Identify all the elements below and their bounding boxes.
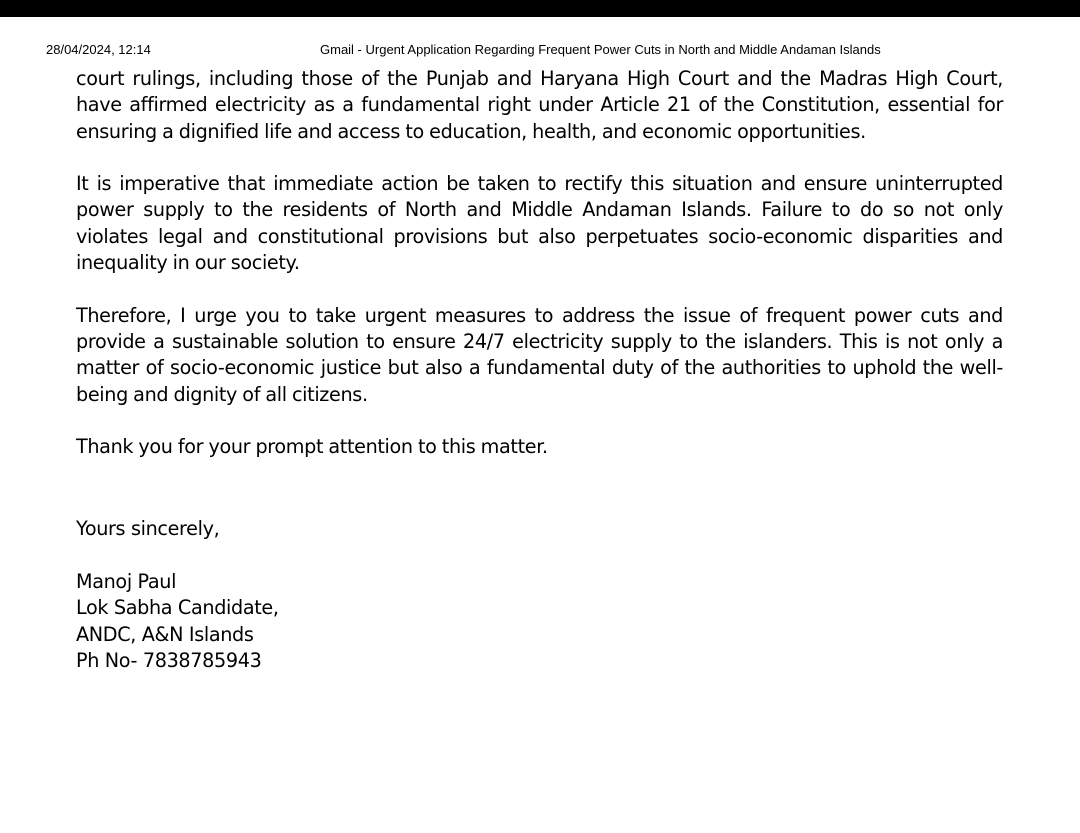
print-title: Gmail - Urgent Application Regarding Frequent Power Cuts in North and Middle Andaman Islands: [320, 42, 881, 57]
letter-paragraph-2: It is imperative that immediate action be taken to rectify this situation and ensure uninterrupted power supply to the residents of North and Middle Andaman Islands. Failure to do so not only violates legal and constitutional provisions but also perpetuates socio-economic disparities and inequality in our society.: [76, 172, 1003, 275]
print-datetime: 28/04/2024, 12:14: [46, 42, 151, 57]
closing-text: Yours sincerely,: [76, 517, 220, 540]
letter-closing: [76, 516, 219, 542]
top-black-bar: [0, 0, 1080, 17]
signer-position: Lok Sabha Candidate,: [76, 596, 279, 620]
paragraph-gap: [76, 145, 1003, 171]
letter-paragraph-3: Therefore, I urge you to take urgent measures to address the issue of frequent power cuts and provide a sustainable solution to ensure 24/7 electricity supply to the islanders. This is not only a matter of socio-economic justice but also a fundamental duty of the authorities to uphold the well-being and dignity of all citizens.: [76, 303, 1003, 406]
letter-paragraph-1: court rulings, including those of the Punjab and Haryana High Court and the Madras High Court, have affirmed electricity as a fundamental right under Article 21 of the Constitution, essential for ensuring a dignified life and access to education, health, and economic opportunities.: [76, 67, 1003, 143]
paragraph-gap: [76, 408, 1003, 434]
signer-phone: Ph No- 7838785943: [76, 649, 262, 673]
letter-body: [76, 66, 1003, 461]
signer-organization: ANDC, A&N Islands: [76, 622, 254, 646]
signer-name: Manoj Paul: [76, 570, 177, 593]
letter-paragraph-4: Thank you for your prompt attention to this matter.: [76, 435, 548, 459]
signature-block: [76, 569, 279, 675]
print-header: [0, 41, 1080, 61]
paragraph-gap: [76, 277, 1003, 303]
